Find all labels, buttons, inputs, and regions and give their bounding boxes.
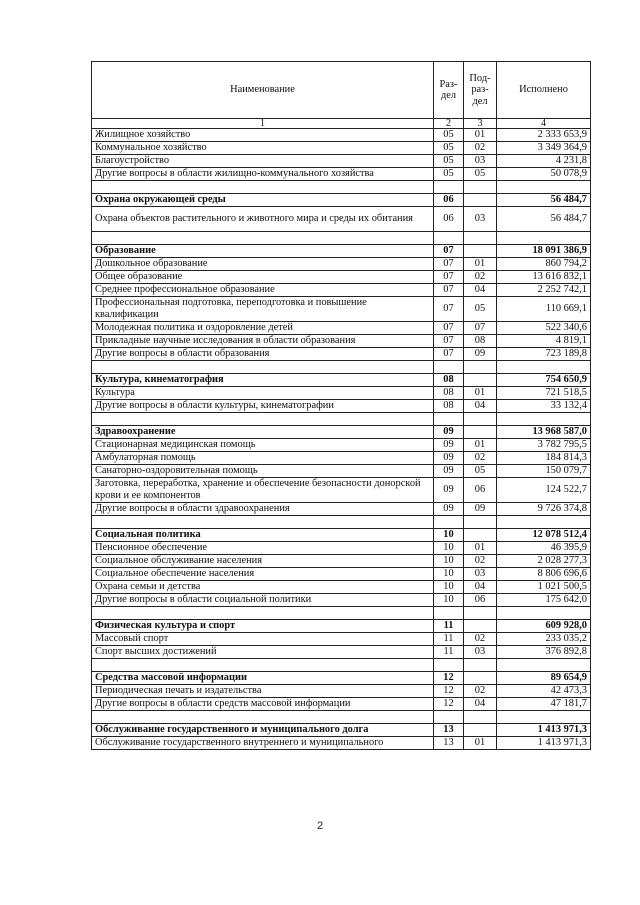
row-value: 56 484,7 [497, 194, 591, 207]
section-total-row [92, 374, 591, 387]
empty-cell [92, 361, 434, 374]
row-section: 10 [434, 581, 464, 594]
row-section: 13 [434, 724, 464, 737]
row-value: 609 928,0 [497, 620, 591, 633]
row-subsection: 03 [464, 155, 497, 168]
row-value: 175 642,0 [497, 594, 591, 607]
row-value: 754 650,9 [497, 374, 591, 387]
empty-cell [434, 232, 464, 245]
row-value: 723 189,8 [497, 348, 591, 361]
row-section: 09 [434, 503, 464, 516]
row-value: 3 349 364,9 [497, 142, 591, 155]
row-subsection: 04 [464, 400, 497, 413]
row-section: 09 [434, 439, 464, 452]
row-section: 07 [434, 322, 464, 335]
row-section: 12 [434, 698, 464, 711]
section-total-row [92, 245, 591, 258]
row-value: 50 078,9 [497, 168, 591, 181]
row-subsection: 02 [464, 452, 497, 465]
row-value: 3 782 795,5 [497, 439, 591, 452]
table-row [92, 698, 591, 711]
row-section: 07 [434, 258, 464, 271]
table-row [92, 633, 591, 646]
spacer-row [92, 413, 591, 426]
row-subsection: 04 [464, 581, 497, 594]
row-subsection: 02 [464, 685, 497, 698]
row-value: 56 484,7 [497, 207, 591, 232]
row-section: 10 [434, 529, 464, 542]
row-section: 10 [434, 542, 464, 555]
column-numbers-row [92, 119, 591, 129]
row-value: 1 413 971,3 [497, 737, 591, 750]
empty-cell [92, 232, 434, 245]
spacer-row [92, 181, 591, 194]
row-value: 860 794,2 [497, 258, 591, 271]
header-section: Раз- дел [434, 62, 464, 119]
row-value: 12 078 512,4 [497, 529, 591, 542]
table-row [92, 400, 591, 413]
row-subsection: 06 [464, 478, 497, 503]
row-subsection: 05 [464, 465, 497, 478]
row-subsection [464, 620, 497, 633]
table-row [92, 271, 591, 284]
budget-table [91, 61, 591, 750]
row-value: 47 181,7 [497, 698, 591, 711]
row-value: 13 616 832,1 [497, 271, 591, 284]
column-number: 1 [92, 119, 434, 129]
table-row [92, 555, 591, 568]
table-row [92, 594, 591, 607]
header-name: Наименование [92, 62, 434, 119]
table-row [92, 581, 591, 594]
row-subsection: 07 [464, 322, 497, 335]
row-subsection: 01 [464, 258, 497, 271]
table-row [92, 503, 591, 516]
row-subsection: 09 [464, 348, 497, 361]
row-value: 1 413 971,3 [497, 724, 591, 737]
empty-cell [434, 711, 464, 724]
table-row [92, 335, 591, 348]
row-section: 11 [434, 646, 464, 659]
row-name: Другие вопросы в области здравоохранения [92, 503, 434, 516]
empty-cell [434, 181, 464, 194]
row-subsection [464, 374, 497, 387]
spacer-row [92, 516, 591, 529]
row-section: 11 [434, 620, 464, 633]
column-number: 3 [464, 119, 497, 129]
empty-cell [464, 181, 497, 194]
row-value: 1 021 500,5 [497, 581, 591, 594]
row-name: Охрана окружающей среды [92, 194, 434, 207]
empty-cell [92, 607, 434, 620]
empty-cell [497, 516, 591, 529]
row-subsection: 01 [464, 387, 497, 400]
section-total-row [92, 672, 591, 685]
row-section: 08 [434, 400, 464, 413]
table-row [92, 129, 591, 142]
row-name: Средства массовой информации [92, 672, 434, 685]
row-name: Обслуживание государственного внутреннего и муниципального [92, 737, 434, 750]
table-row [92, 207, 591, 232]
table-row [92, 258, 591, 271]
row-section: 06 [434, 194, 464, 207]
empty-cell [92, 516, 434, 529]
row-section: 10 [434, 555, 464, 568]
empty-cell [434, 607, 464, 620]
row-subsection: 04 [464, 284, 497, 297]
row-value: 2 333 653,9 [497, 129, 591, 142]
row-name: Стационарная медицинская помощь [92, 439, 434, 452]
empty-cell [434, 413, 464, 426]
row-value: 2 252 742,1 [497, 284, 591, 297]
row-value: 13 968 587,0 [497, 426, 591, 439]
row-section: 05 [434, 168, 464, 181]
row-value: 233 035,2 [497, 633, 591, 646]
table-row [92, 387, 591, 400]
row-name: Культура, кинематография [92, 374, 434, 387]
table-row [92, 646, 591, 659]
row-name: Обслуживание государственного и муниципального долга [92, 724, 434, 737]
row-section: 12 [434, 672, 464, 685]
empty-cell [464, 659, 497, 672]
table-row [92, 284, 591, 297]
table-row [92, 155, 591, 168]
table-row [92, 168, 591, 181]
section-total-row [92, 529, 591, 542]
row-value: 18 091 386,9 [497, 245, 591, 258]
row-value: 9 726 374,8 [497, 503, 591, 516]
table-row [92, 737, 591, 750]
empty-cell [434, 516, 464, 529]
section-total-row [92, 724, 591, 737]
empty-cell [497, 232, 591, 245]
row-value: 522 340,6 [497, 322, 591, 335]
empty-cell [497, 711, 591, 724]
row-section: 07 [434, 284, 464, 297]
row-name: Амбулаторная помощь [92, 452, 434, 465]
row-value: 89 654,9 [497, 672, 591, 685]
row-subsection: 03 [464, 207, 497, 232]
empty-cell [434, 361, 464, 374]
table-row [92, 439, 591, 452]
empty-cell [464, 607, 497, 620]
row-section: 13 [434, 737, 464, 750]
row-name: Социальное обеспечение населения [92, 568, 434, 581]
row-name: Заготовка, переработка, хранение и обеспечение безопасности донорской крови и ее компонентов [92, 478, 434, 503]
row-subsection: 03 [464, 568, 497, 581]
empty-cell [464, 413, 497, 426]
row-subsection [464, 426, 497, 439]
page-number: 2 [316, 820, 324, 832]
row-value: 4 819,1 [497, 335, 591, 348]
empty-cell [464, 232, 497, 245]
table-row [92, 142, 591, 155]
row-value: 2 028 277,3 [497, 555, 591, 568]
row-name: Среднее профессиональное образование [92, 284, 434, 297]
row-name: Общее образование [92, 271, 434, 284]
empty-cell [464, 516, 497, 529]
row-subsection: 02 [464, 555, 497, 568]
row-section: 07 [434, 271, 464, 284]
row-name: Другие вопросы в области средств массовой информации [92, 698, 434, 711]
row-value: 4 231,8 [497, 155, 591, 168]
row-value: 376 892,8 [497, 646, 591, 659]
row-value: 184 814,3 [497, 452, 591, 465]
row-value: 46 395,9 [497, 542, 591, 555]
row-value: 110 669,1 [497, 297, 591, 322]
row-value: 150 079,7 [497, 465, 591, 478]
header-executed: Исполнено [497, 62, 591, 119]
spacer-row [92, 607, 591, 620]
empty-cell [497, 659, 591, 672]
row-subsection: 08 [464, 335, 497, 348]
row-section: 06 [434, 207, 464, 232]
row-section: 09 [434, 478, 464, 503]
table-row [92, 452, 591, 465]
row-name: Массовый спорт [92, 633, 434, 646]
row-subsection [464, 672, 497, 685]
spacer-row [92, 232, 591, 245]
row-name: Спорт высших достижений [92, 646, 434, 659]
row-subsection: 01 [464, 737, 497, 750]
table-body [92, 129, 591, 750]
column-number: 2 [434, 119, 464, 129]
table-row [92, 685, 591, 698]
row-section: 09 [434, 465, 464, 478]
row-name: Культура [92, 387, 434, 400]
row-name: Другие вопросы в области образования [92, 348, 434, 361]
row-name: Охрана семьи и детства [92, 581, 434, 594]
row-subsection [464, 529, 497, 542]
table-header [92, 62, 591, 129]
row-name: Жилищное хозяйство [92, 129, 434, 142]
empty-cell [434, 659, 464, 672]
row-section: 07 [434, 245, 464, 258]
row-subsection: 09 [464, 503, 497, 516]
row-name: Санаторно-оздоровительная помощь [92, 465, 434, 478]
row-name: Коммунальное хозяйство [92, 142, 434, 155]
row-name: Другие вопросы в области культуры, кинематографии [92, 400, 434, 413]
row-section: 08 [434, 374, 464, 387]
row-subsection: 03 [464, 646, 497, 659]
row-subsection [464, 194, 497, 207]
table-row [92, 348, 591, 361]
row-name: Физическая культура и спорт [92, 620, 434, 633]
row-name: Профессиональная подготовка, переподготовка и повышение квалификации [92, 297, 434, 322]
section-total-row [92, 426, 591, 439]
row-section: 08 [434, 387, 464, 400]
table-row [92, 478, 591, 503]
spacer-row [92, 361, 591, 374]
empty-cell [497, 413, 591, 426]
row-section: 10 [434, 568, 464, 581]
row-section: 12 [434, 685, 464, 698]
row-section: 07 [434, 348, 464, 361]
empty-cell [92, 711, 434, 724]
row-name: Молодежная политика и оздоровление детей [92, 322, 434, 335]
empty-cell [92, 413, 434, 426]
row-subsection: 02 [464, 633, 497, 646]
row-name: Образование [92, 245, 434, 258]
empty-cell [92, 181, 434, 194]
budget-page [91, 61, 590, 750]
empty-cell [92, 659, 434, 672]
row-name: Пенсионное обеспечение [92, 542, 434, 555]
table-row [92, 465, 591, 478]
row-subsection [464, 724, 497, 737]
row-value: 721 518,5 [497, 387, 591, 400]
row-name: Благоустройство [92, 155, 434, 168]
row-section: 09 [434, 426, 464, 439]
row-name: Охрана объектов растительного и животного мира и среды их обитания [92, 207, 434, 232]
row-subsection: 01 [464, 542, 497, 555]
row-subsection: 01 [464, 129, 497, 142]
row-value: 124 522,7 [497, 478, 591, 503]
empty-cell [464, 711, 497, 724]
row-subsection [464, 245, 497, 258]
row-value: 8 806 696,6 [497, 568, 591, 581]
row-name: Социальное обслуживание населения [92, 555, 434, 568]
empty-cell [497, 181, 591, 194]
row-section: 05 [434, 129, 464, 142]
row-subsection: 06 [464, 594, 497, 607]
spacer-row [92, 659, 591, 672]
row-name: Социальная политика [92, 529, 434, 542]
header-subsection: Под- раз- дел [464, 62, 497, 119]
row-subsection: 01 [464, 439, 497, 452]
row-name: Периодическая печать и издательства [92, 685, 434, 698]
table-row [92, 568, 591, 581]
section-total-row [92, 620, 591, 633]
row-value: 33 132,4 [497, 400, 591, 413]
table-row [92, 297, 591, 322]
row-name: Прикладные научные исследования в области образования [92, 335, 434, 348]
row-subsection: 05 [464, 168, 497, 181]
empty-cell [464, 361, 497, 374]
row-section: 07 [434, 335, 464, 348]
row-subsection: 02 [464, 271, 497, 284]
row-name: Другие вопросы в области социальной политики [92, 594, 434, 607]
row-section: 05 [434, 142, 464, 155]
row-section: 10 [434, 594, 464, 607]
row-subsection: 04 [464, 698, 497, 711]
row-section: 11 [434, 633, 464, 646]
row-name: Здравоохранение [92, 426, 434, 439]
section-total-row [92, 194, 591, 207]
row-section: 07 [434, 297, 464, 322]
row-section: 09 [434, 452, 464, 465]
row-name: Дошкольное образование [92, 258, 434, 271]
spacer-row [92, 711, 591, 724]
column-number: 4 [497, 119, 591, 129]
row-value: 42 473,3 [497, 685, 591, 698]
empty-cell [497, 361, 591, 374]
empty-cell [497, 607, 591, 620]
table-row [92, 322, 591, 335]
table-row [92, 542, 591, 555]
row-subsection: 02 [464, 142, 497, 155]
row-subsection: 05 [464, 297, 497, 322]
row-section: 05 [434, 155, 464, 168]
row-name: Другие вопросы в области жилищно-коммунального хозяйства [92, 168, 434, 181]
